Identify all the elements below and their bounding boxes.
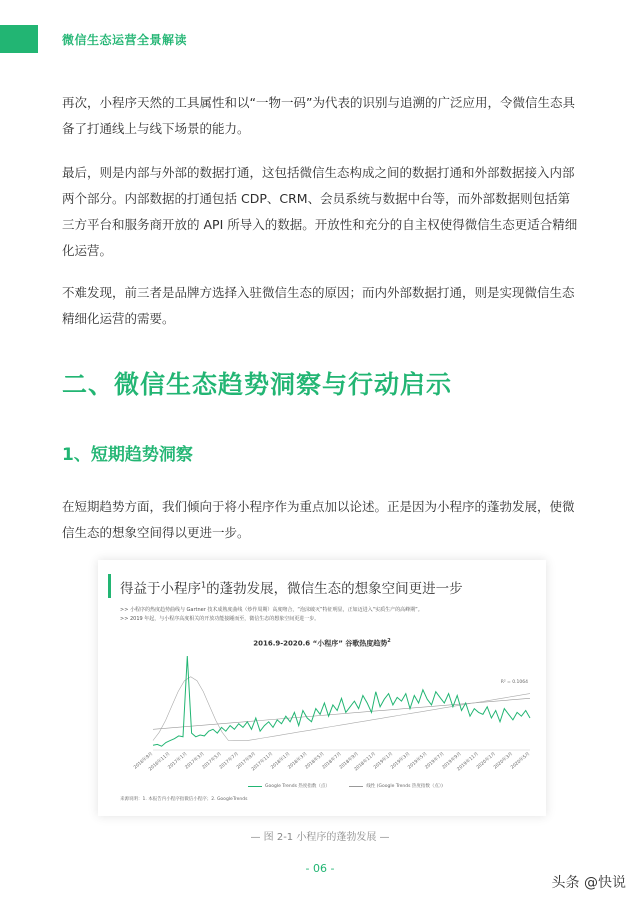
x-tick-label: 2017年1月 bbox=[167, 751, 189, 771]
x-tick-label: 2018年1月 bbox=[270, 751, 292, 771]
watermark: 头条 @快说 bbox=[551, 875, 626, 891]
figure-note-1: >> 小程序的热度趋势曲线与 Gartner 技术成熟度曲线（炒作周期）高度吻合，“泡沫破灭”特征明显，正如迈进入“实质生产的高峰期”。 bbox=[120, 607, 423, 613]
x-tick-label: 2018年5月 bbox=[304, 751, 326, 771]
paragraph-2: 最后，则是内部与外部的数据打通，这包括微信生态构成之间的数据打通和外部数据接入内部两个部分。内部数据的打通包括 CDP、CRM、会员系统与数据中台等，而外部数据则包括第三方平台和服务商开放的 API 所导入的数据。开放性和充分的自主权使得微信生态更适合精细化运营。 bbox=[62, 165, 578, 258]
x-tick-label: 2019年7月 bbox=[424, 751, 446, 771]
x-tick-label: 2018年11月 bbox=[353, 751, 378, 773]
x-tick-label: 2016年9月 bbox=[133, 751, 155, 771]
figure-source: 来源说明：1. 本报告内小程序指微信小程序；2. GoogleTrends bbox=[120, 797, 248, 802]
series-line-google-trends bbox=[153, 656, 530, 746]
x-tick-label: 2017年3月 bbox=[184, 751, 206, 771]
x-tick-label: 2020年3月 bbox=[493, 751, 515, 771]
legend-swatch-trend bbox=[349, 786, 363, 787]
subsection-paragraph: 在短期趋势方面，我们倾向于将小程序作为重点加以论述。正是因为小程序的蓬勃发展，使微信生态的想象空间得以更进一步。 bbox=[62, 499, 575, 540]
x-tick-label: 2019年11月 bbox=[456, 751, 480, 773]
section-heading: 二、微信生态趋势洞察与行动启示 bbox=[62, 370, 453, 399]
paragraph-1: 再次，小程序天然的工具属性和以“一物一码”为代表的识别与追溯的广泛应用，令微信生态具备了打通线上与线下场景的能力。 bbox=[62, 95, 575, 136]
figure-card bbox=[98, 560, 546, 816]
x-tick-label: 2017年11月 bbox=[250, 751, 275, 773]
x-tick-label: 2017年5月 bbox=[201, 751, 223, 771]
x-tick-label: 2020年5月 bbox=[510, 751, 532, 771]
x-tick-label: 2020年1月 bbox=[475, 751, 498, 771]
x-tick-label: 2017年9月 bbox=[236, 751, 258, 771]
x-tick-label: 2019年1月 bbox=[373, 751, 395, 771]
chart-legend bbox=[248, 783, 461, 790]
r-squared-label: R² = 0.1064 bbox=[500, 680, 528, 685]
x-tick-label: 2019年9月 bbox=[441, 751, 463, 771]
x-tick-label: 2018年7月 bbox=[321, 751, 343, 771]
x-tick-label: 2018年9月 bbox=[338, 751, 360, 771]
x-tick-label: 2018年3月 bbox=[287, 751, 309, 771]
x-tick-label: 2017年7月 bbox=[218, 751, 240, 771]
legend-label-series: Google Trends 热度指数（点） bbox=[265, 784, 330, 789]
subsection-heading: 1、短期趋势洞察 bbox=[62, 445, 193, 465]
legend-label-trend: 线性 (Google Trends 热度指数（点）) bbox=[366, 784, 443, 789]
figure-note-2: >> 2019 年起，与小程序高度相关的开放功能接踵而至，微信生态的想象空间更进一步。 bbox=[120, 616, 320, 622]
header-title: 微信生态运营全景解读 bbox=[62, 33, 188, 47]
legend-swatch-series bbox=[248, 786, 262, 787]
paragraph-3: 不难发现，前三者是品牌方选择入驻微信生态的原因；而内外部数据打通，则是实现微信生态精细化运营的需要。 bbox=[62, 285, 575, 326]
chart-title: 2016.9-2020.6 “小程序” 谷歌热度趋势$^2$ bbox=[253, 638, 391, 648]
figure-caption: — 图 2-1 小程序的蓬勃发展 — bbox=[250, 832, 390, 843]
figure-title: 得益于小程序$^1$的蓬勃发展，微信生态的想象空间更进一步 bbox=[120, 580, 463, 597]
x-tick-label: 2019年3月 bbox=[390, 751, 412, 771]
trend-chart bbox=[98, 560, 546, 790]
header-accent-bar bbox=[0, 25, 38, 53]
x-tick-label: 2019年5月 bbox=[407, 751, 429, 771]
x-tick-label: 2016年11月 bbox=[148, 751, 172, 773]
page-number: - 06 - bbox=[305, 862, 335, 875]
